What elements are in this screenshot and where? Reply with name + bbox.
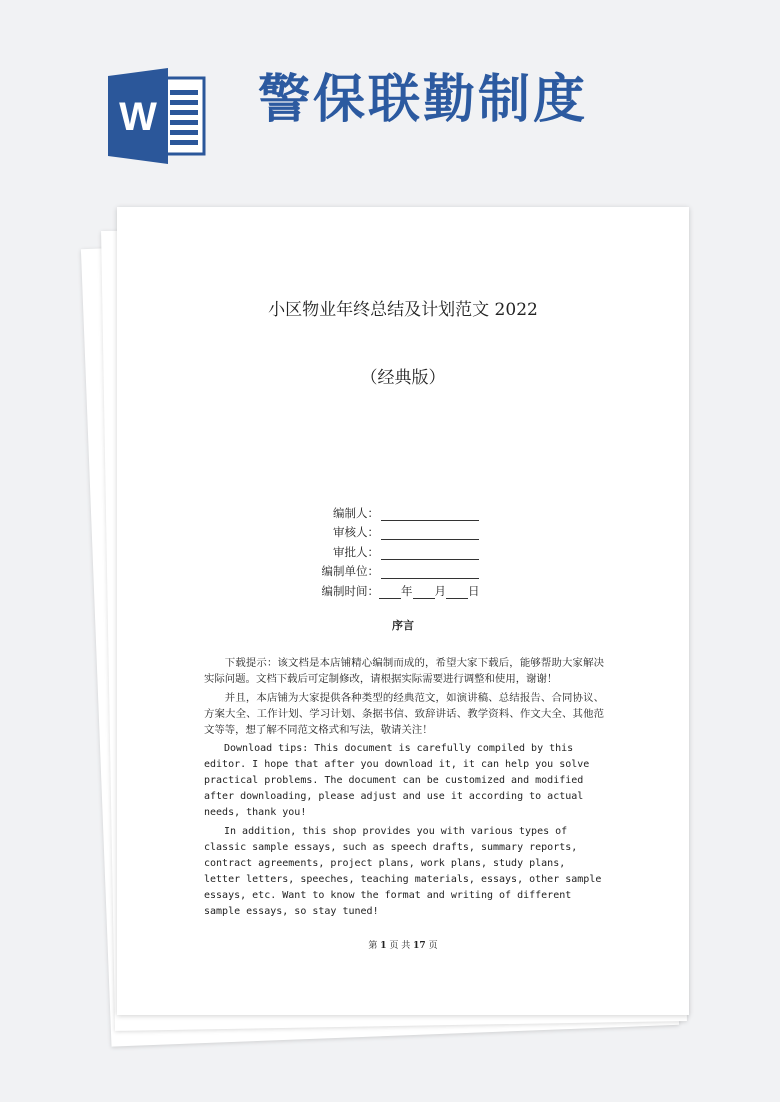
year-blank <box>379 586 401 599</box>
word-document-icon <box>108 68 208 164</box>
day-blank <box>446 586 468 599</box>
month-label: 月 <box>434 583 446 598</box>
footer-current-page: 1 <box>380 941 387 951</box>
info-form <box>317 501 517 599</box>
footer-middle: 页 共 <box>389 941 411 951</box>
form-row-unit <box>317 560 517 580</box>
year-label: 年 <box>401 583 413 598</box>
footer-prefix: 第 <box>368 941 378 951</box>
form-row-reviewer <box>317 521 517 541</box>
approver-label: 审批人： <box>333 544 379 559</box>
day-label: 日 <box>468 583 480 598</box>
paragraph-shop-intro-zh: 并且，本店铺为大家提供各种类型的经典范文，如演讲稿、总结报告、合同协议、方案大全、工作计划、学习计划、条据书信、致辞讲话、教学资料、作文大全、其他范文等等，想了解不同范文格式和写法，敬请关注！ <box>204 692 604 736</box>
form-row-editor <box>317 501 517 521</box>
form-row-approver <box>317 540 517 560</box>
reviewer-blank <box>381 527 479 540</box>
month-blank <box>413 586 435 599</box>
page-footer <box>117 938 689 951</box>
form-row-date <box>317 579 517 599</box>
document-title: 小区物业年终总结及计划范文 2022 <box>268 300 538 320</box>
unit-blank <box>381 566 479 579</box>
approver-blank <box>381 547 479 560</box>
editor-label: 编制人： <box>333 505 379 520</box>
document-page <box>117 207 689 1015</box>
footer-total-pages: 17 <box>413 941 426 951</box>
header-banner <box>0 0 780 200</box>
paragraph-shop-intro-en: In addition, this shop provides you with various types of classic sample essays, such as speech drafts, summary reports, contract agreements, project plans, work plans, study plans, letter letters, speeches, teaching materials, essays, other sample essays, etc. Want to know the format and writing of different sample essays, so stay tuned! <box>204 826 602 917</box>
paragraph-download-tips-en: Download tips: This document is carefully compiled by this editor. I hope that after you download it, it can help you solve practical problems. The document can be customized and modified after downloading, please adjust and use it according to actual needs, thank you! <box>204 743 590 818</box>
preface-body <box>204 655 604 923</box>
document-subtitle: （经典版） <box>360 368 446 388</box>
word-logo-letter: W <box>119 95 157 139</box>
date-label: 编制时间： <box>321 583 379 598</box>
unit-label: 编制单位： <box>321 564 379 578</box>
editor-blank <box>381 508 479 521</box>
footer-suffix: 页 <box>428 941 438 951</box>
preface-heading: 序言 <box>392 619 414 632</box>
paragraph-download-tips-zh: 下载提示：该文档是本店铺精心编制而成的，希望大家下载后，能够帮助大家解决实际问题。文档下载后可定制修改，请根据实际需要进行调整和使用，谢谢！ <box>204 657 604 685</box>
reviewer-label: 审核人： <box>333 525 379 539</box>
page-title: 警保联勤制度 <box>258 70 589 130</box>
